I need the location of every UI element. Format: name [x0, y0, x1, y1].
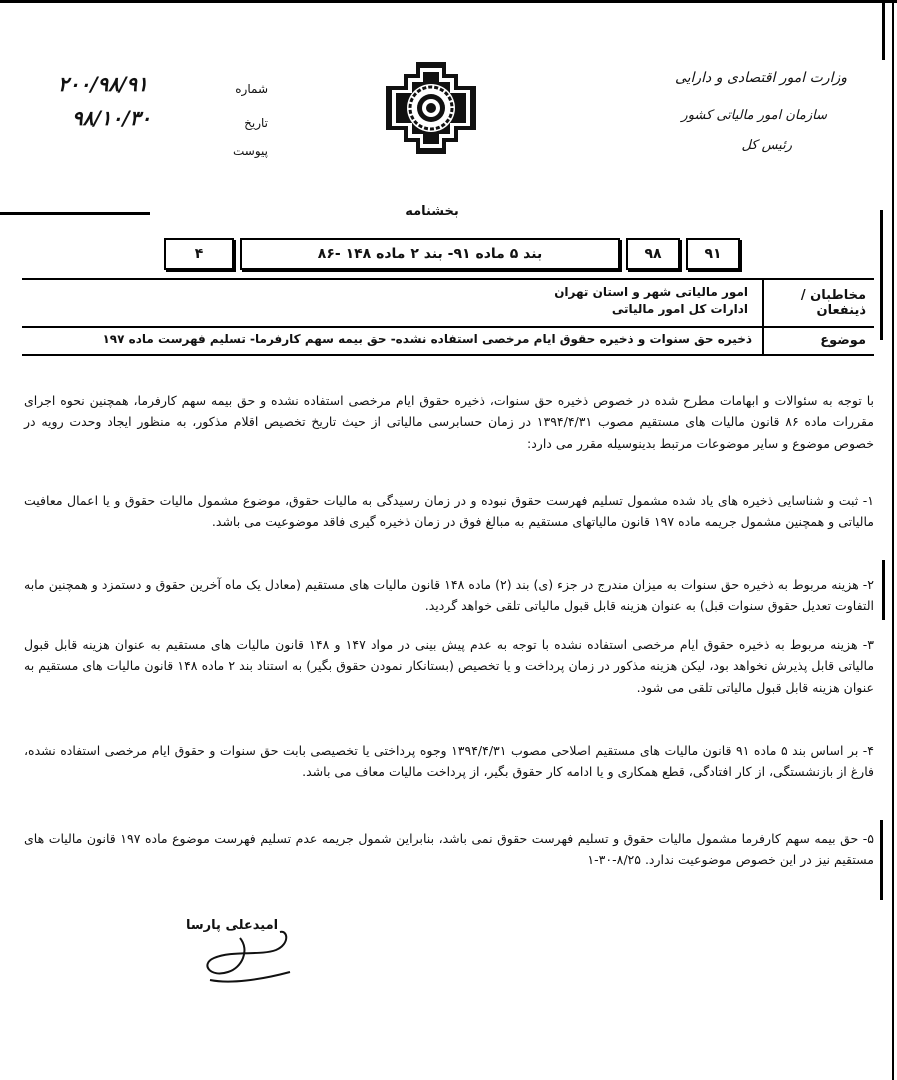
reference-articles: ۸۶- بند ۵ ماده ۹۱- بند ۲ ماده ۱۴۸ [240, 238, 620, 270]
letterhead-organization: سازمان امور مالیاتی کشور [681, 108, 827, 123]
scan-edge-mark [880, 820, 883, 900]
meta-attachment-line [58, 140, 268, 164]
number-value: ۲۰۰/۹۸/۹۱ [58, 72, 148, 96]
date-value: ۹۸/۱۰/۳۰ [72, 106, 152, 130]
signatory-name: امیدعلی پارسا [186, 918, 279, 933]
reference-row [164, 238, 742, 274]
body-intro: با توجه به سئوالات و ابهامات مطرح شده در خصوص ذخیره حق سنوات، ذخیره حقوق ایام مرخصی استفاده نشده و حق بیمه سهم کارفرما، همچنین نحوه اجرای مقررات ماده ۸۶ قانون مالیات های مستقیم مصوب ۱۳۹۴/۴/۳۱ در زمان حسابرسی مالیاتی از حیث تاریخ تخصیص اقلام مذکور، به منظور ایجاد وحدت رویه در خصوص موضوع و سایر موضوعات مرتبط بدینوسیله مقرر می دارد: [24, 393, 874, 451]
addressee-label: مخاطبان / ذینفعان [762, 280, 874, 326]
subject-label: موضوع [762, 326, 874, 354]
attachment-label: پیوست [233, 144, 268, 158]
reference-series: ۹۱ [686, 238, 740, 270]
number-label: شماره [235, 82, 268, 96]
body-item-3: ۳- هزینه مربوط به ذخیره حقوق ایام مرخصی استفاده نشده با توجه به عدم پیش بینی در مواد ۱۴۷ و ۱۴۸ قانون مالیات های مستقیم به عنوان هزینه قابل قبول مالیاتی قابل پذیرش نخواهد بود، لیکن هزینه مذکور در زمان پرداخت و یا تخصیص (بستانکار نمودن حقوق بگیر) به استناد بند ۲ ماده ۱۴۸ قانون مالیات های مستقیم به عنوان هزینه قابل قبول مالیاتی تلقی می شود. [24, 637, 875, 695]
body-item-4: ۴- بر اساس بند ۵ ماده ۹۱ قانون مالیات های مستقیم اصلاحی مصوب ۱۳۹۴/۴/۳۱ وجوه پرداختی یا تخصیصی بابت حق سنوات و حقوق ایام مرخصی استفاده نشده، فارغ از بازنشستگی، از کار افتادگی، قطع همکاری و یا ادامه کار حقوق بگیر، از پرداخت مالیات معاف می باشد. [24, 743, 874, 780]
reference-count: ۴ [164, 238, 234, 270]
meta-number-line [58, 72, 268, 106]
letterhead-office: رئیس کل [741, 138, 792, 153]
document-meta [58, 72, 268, 164]
subject-row [22, 326, 874, 356]
scan-top-border [0, 0, 897, 3]
scan-right-border [892, 0, 894, 1080]
addressee-line: ادارات کل امور مالیاتی [611, 302, 748, 317]
body-item-5: ۵- حق بیمه سهم کارفرما مشمول مالیات حقوق و تسلیم فهرست حقوق نمی باشد، بنابراین شمول جریمه عدم تسلیم فهرست موضوع ماده ۱۹۷ قانون مالیات های مستقیم نیز در این خصوص موضوعیت ندارد. ۸/۲۵-۳۰-۱ [24, 831, 874, 868]
addressee-content [554, 284, 748, 319]
letterhead-ministry: وزارت امور اقتصادی و دارایی [674, 70, 847, 86]
scan-left-bar [0, 212, 150, 215]
meta-date-line [58, 106, 268, 140]
scan-edge-mark [882, 560, 885, 620]
subject-text: ذخیره حق سنوات و ذخیره حقوق ایام مرخصی استفاده نشده- حق بیمه سهم کارفرما- تسلیم فهرست ماده ۱۹۷ [102, 332, 752, 346]
body-item-2: ۲- هزینه مربوط به ذخیره حق سنوات به میزان مندرج در جزء (ی) بند (۲) ماده ۱۴۸ قانون مالیات های مستقیم (معادل یک ماه آخرین حقوق و دستمزد و همچنین مابه التفاوت تعدیل حقوق سنوات قبل) به عنوان هزینه قابل قبول مالیاتی تلقی خواهد گردید. [24, 577, 874, 614]
addressee-line: امور مالیاتی شهر و استان تهران [554, 285, 748, 299]
body-item-1: ۱- ثبت و شناسایی ذخیره های یاد شده مشمول تسلیم فهرست حقوق نبوده و در زمان رسیدگی به مالیات حقوق، موضوع مشمول مالیات حقوق و یا اعمال معافیت مالیاتی و همچنین مشمول جریمه ماده ۱۹۷ قانون مالیاتهای مستقیم به مبالغ فوق در زمان ذخیره گیری فاقد موضوعیت می باشد. [24, 493, 874, 530]
reference-year: ۹۸ [626, 238, 680, 270]
date-label: تاریخ [244, 116, 268, 130]
scan-edge-mark [880, 210, 883, 340]
handwritten-signature [180, 920, 320, 990]
emblem-logo [386, 62, 476, 154]
document-type-title: بخشنامه [405, 204, 459, 219]
scan-edge-mark [882, 0, 885, 60]
addressee-row [22, 278, 874, 328]
